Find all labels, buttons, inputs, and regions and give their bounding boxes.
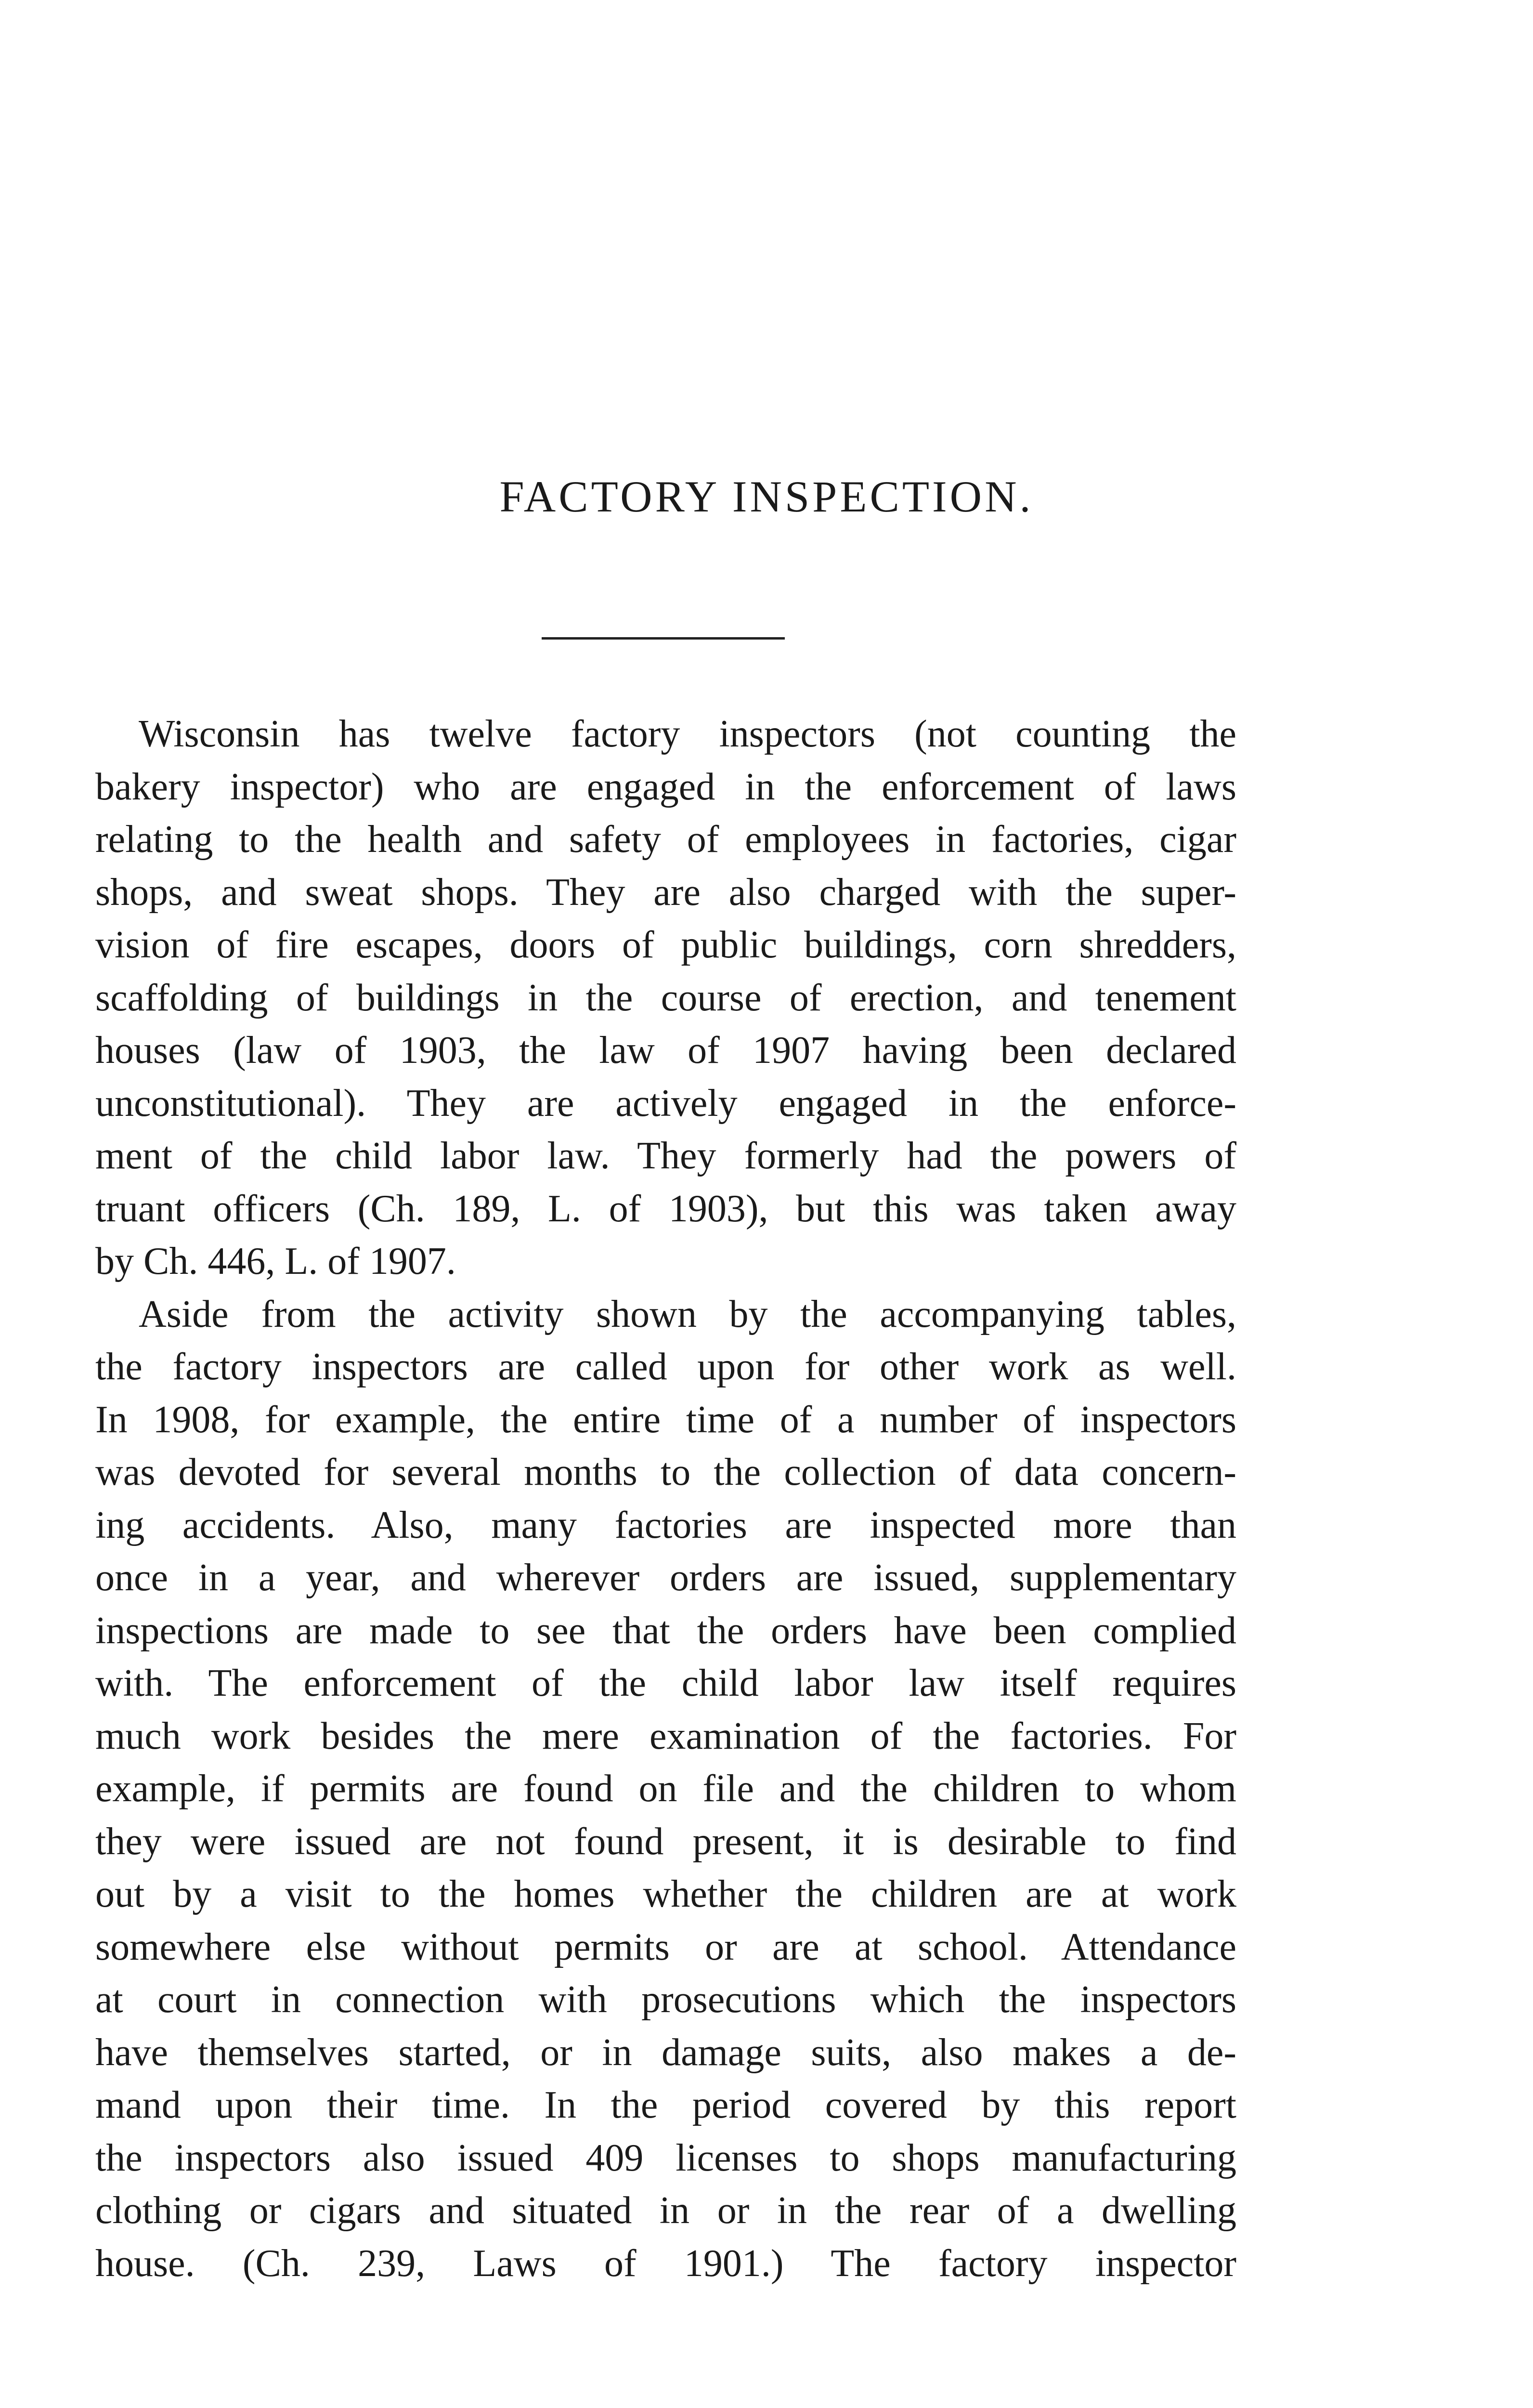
text-line: scaffolding of buildings in the course of erection, and tenement (95, 976, 1236, 1019)
text-line: the inspectors also issued 409 licenses to shops manufacturing (95, 2136, 1236, 2179)
text-line: Wisconsin has twelve factory inspectors (not counting the (139, 713, 1236, 755)
text-line: bakery inspector) who are engaged in the enforcement of laws (95, 765, 1236, 808)
text-line: clothing or cigars and situated in or in the rear of a dwelling (95, 2189, 1236, 2232)
text-line: example, if permits are found on file and the children to whom (95, 1767, 1236, 1810)
text-line: once in a year, and wherever orders are issued, supplementary (95, 1557, 1236, 1599)
text-line: truant officers (Ch. 189, L. of 1903), but this was taken away (95, 1187, 1236, 1230)
text-line: In 1908, for example, the entire time of a number of inspectors (95, 1398, 1236, 1441)
text-line: Aside from the activity shown by the accompanying tables, (139, 1293, 1236, 1335)
text-line: by Ch. 446, L. of 1907. (95, 1240, 456, 1283)
text-line: houses (law of 1903, the law of 1907 having been declared (95, 1029, 1236, 1072)
text-line: house. (Ch. 239, Laws of 1901.) The factory inspector (95, 2242, 1236, 2285)
text-line: they were issued are not found present, it is desirable to find (95, 1820, 1236, 1863)
text-line: ing accidents. Also, many factories are inspected more than (95, 1504, 1236, 1546)
text-line: out by a visit to the homes whether the children are at work (95, 1873, 1236, 1915)
text-line: have themselves started, or in damage suits, also makes a de- (95, 2031, 1236, 2074)
text-line: was devoted for several months to the collection of data concern- (95, 1451, 1236, 1493)
text-line: at court in connection with prosecutions which the inspectors (95, 1978, 1236, 2021)
text-line: much work besides the mere examination of the factories. For (95, 1714, 1236, 1757)
text-line: shops, and sweat shops. They are also charged with the super- (95, 871, 1236, 914)
text-line: vision of fire escapes, doors of public buildings, corn shredders, (95, 924, 1236, 966)
text-line: inspections are made to see that the orders have been complied (95, 1609, 1236, 1652)
text-line: unconstitutional). They are actively engaged in the enforce- (95, 1082, 1236, 1125)
page-title: FACTORY INSPECTION. (499, 472, 1034, 521)
text-line: with. The enforcement of the child labor law itself requires (95, 1662, 1236, 1704)
title-divider (542, 637, 785, 640)
text-line: ment of the child labor law. They formerly had the powers of (95, 1135, 1236, 1177)
text-line: somewhere else without permits or are at school. Attendance (95, 1925, 1236, 1968)
text-line: mand upon their time. In the period covered by this report (95, 2084, 1236, 2126)
text-line: relating to the health and safety of employees in factories, cigar (95, 818, 1236, 861)
body-text (95, 708, 1236, 2290)
text-line: the factory inspectors are called upon for other work as well. (95, 1346, 1236, 1388)
